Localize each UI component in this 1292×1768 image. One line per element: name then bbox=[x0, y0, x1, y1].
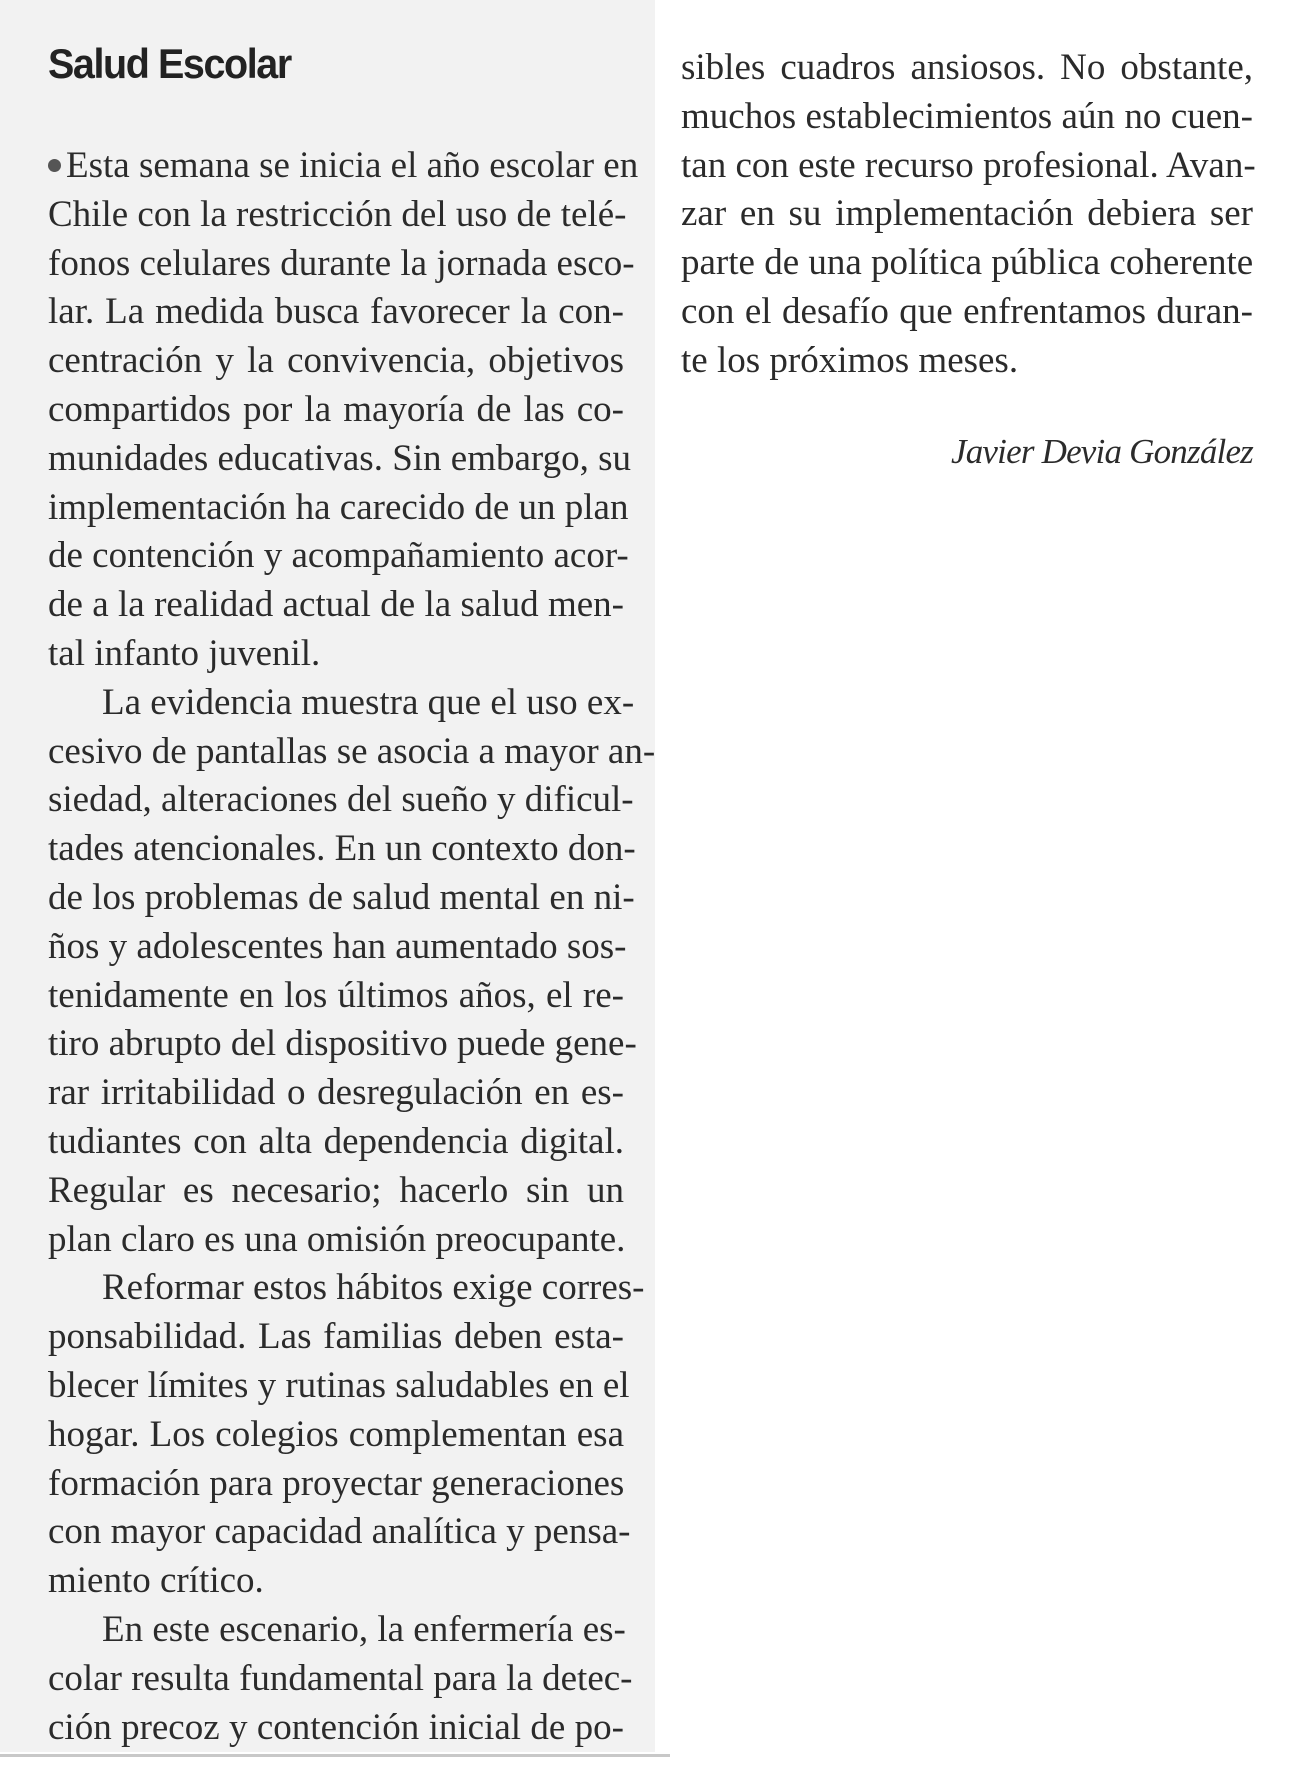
text-line: de a la realidad actual de la salud men- bbox=[48, 584, 624, 626]
text-line: munidades educativas. Sin embargo, su bbox=[48, 437, 631, 479]
text-line: formación para proyectar generaciones bbox=[48, 1462, 625, 1504]
text-line: ción precoz y contención inicial de po- bbox=[48, 1706, 624, 1748]
text-line: ños y adolescentes han aumentado sos- bbox=[48, 925, 627, 967]
text-line: Regular es necesario; hacerlo sin un bbox=[48, 1169, 624, 1211]
text-line: de los problemas de salud mental en ni- bbox=[48, 876, 635, 918]
text-line: Reformar estos hábitos exige corres- bbox=[102, 1267, 645, 1309]
bottom-divider bbox=[0, 1754, 670, 1757]
text-line: centración y la convivencia, objetivos bbox=[48, 340, 624, 382]
text-line: Chile con la restricción del uso de telé- bbox=[48, 193, 627, 235]
author-signature: Javier Devia González bbox=[951, 432, 1253, 471]
text-line: rar irritabilidad o desregulación en es- bbox=[48, 1072, 624, 1114]
text-line: muchos establecimientos aún no cuen- bbox=[681, 95, 1253, 137]
text-line: tenidamente en los últimos años, el re- bbox=[48, 974, 624, 1016]
text-line: tal infanto juvenil. bbox=[48, 632, 321, 674]
left-column-text bbox=[48, 142, 656, 1752]
text-line: parte de una política pública coherente bbox=[681, 242, 1254, 284]
text-line: de contención y acompañamiento acor- bbox=[48, 535, 629, 577]
text-line: compartidos por la mayoría de las co- bbox=[48, 388, 624, 430]
text-line: siedad, alteraciones del sueño y dificul- bbox=[48, 779, 634, 821]
text-line: miento crítico. bbox=[48, 1560, 264, 1602]
text-line: En este escenario, la enfermería es- bbox=[102, 1608, 626, 1650]
text-line: zar en su implementación debiera ser bbox=[681, 193, 1253, 235]
bullet-icon bbox=[48, 159, 61, 172]
text-line: fonos celulares durante la jornada esco- bbox=[48, 242, 635, 284]
text-line: blecer límites y rutinas saludables en el bbox=[48, 1364, 630, 1406]
text-line: colar resulta fundamental para la detec- bbox=[48, 1657, 633, 1699]
right-column-text bbox=[681, 44, 1256, 386]
text-line: tudiantes con alta dependencia digital. bbox=[48, 1120, 624, 1162]
text-line: te los próximos meses. bbox=[681, 339, 1019, 381]
section-title: Salud Escolar bbox=[48, 40, 291, 87]
text-line: sibles cuadros ansiosos. No obstante, bbox=[681, 47, 1253, 88]
text-line: plan claro es una omisión preocupante. bbox=[48, 1218, 626, 1260]
text-line: tiro abrupto del dispositivo puede gene- bbox=[48, 1023, 637, 1065]
text-line: La evidencia muestra que el uso ex- bbox=[102, 681, 635, 723]
text-line: cesivo de pantallas se asocia a mayor an- bbox=[48, 730, 656, 772]
text-line: hogar. Los colegios complementan esa bbox=[48, 1413, 624, 1455]
text-line: con mayor capacidad analítica y pensa- bbox=[48, 1511, 631, 1553]
text-line: implementación ha carecido de un plan bbox=[48, 486, 629, 528]
text-line: ponsabilidad. Las familias deben esta- bbox=[48, 1316, 624, 1358]
text-line-first: Esta semana se inicia el año escolar en bbox=[48, 142, 624, 191]
text-line: tan con este recurso profesional. Avan- bbox=[681, 144, 1256, 186]
text-line: con el desafío que enfrentamos duran- bbox=[681, 290, 1253, 332]
text-line: lar. La medida busca favorecer la con- bbox=[48, 291, 624, 333]
text-line: tades atencionales. En un contexto don- bbox=[48, 828, 636, 870]
